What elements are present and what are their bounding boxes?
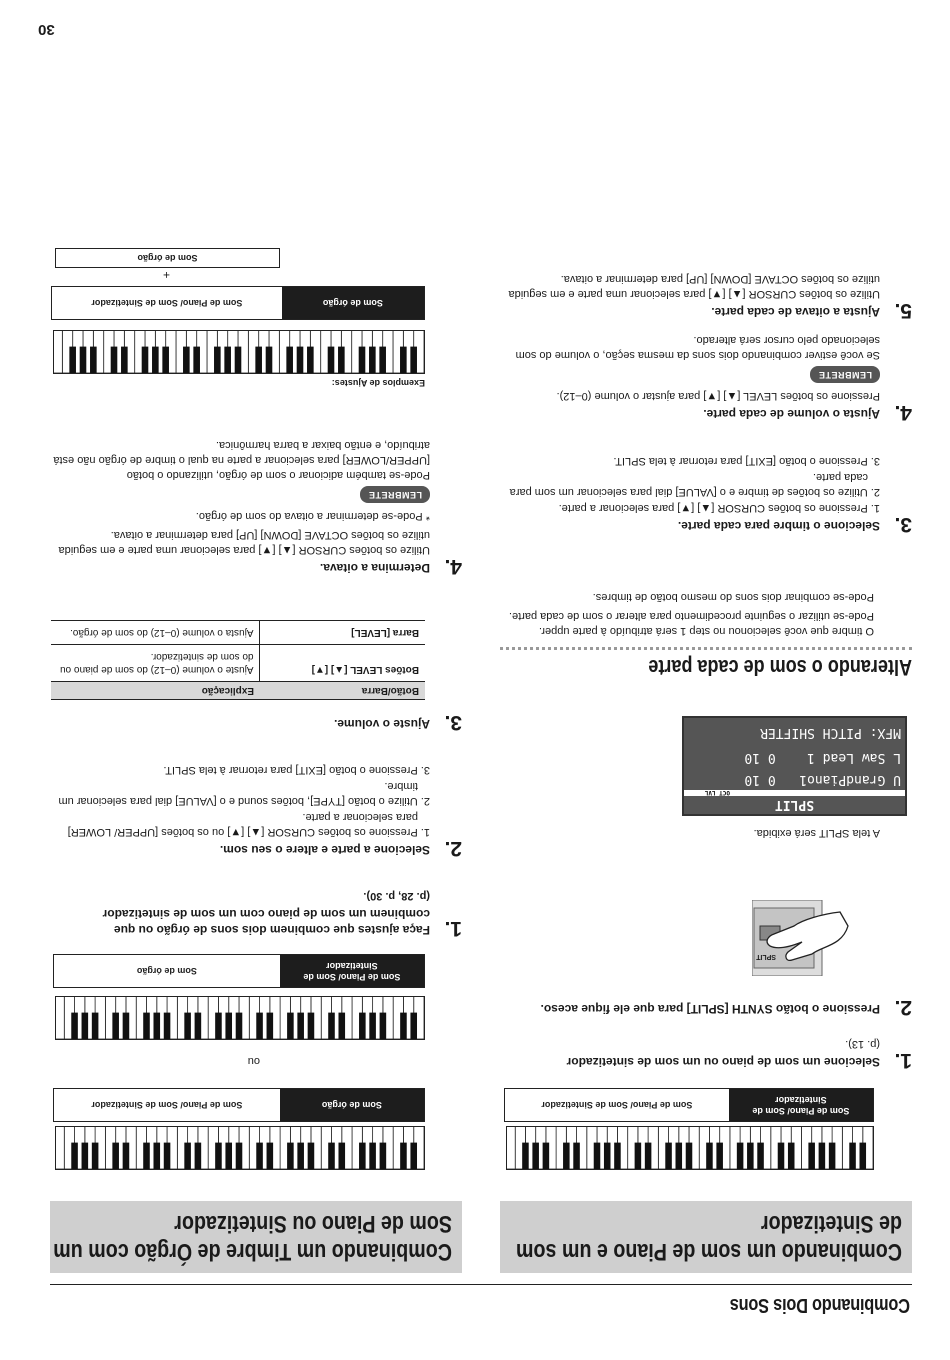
step-1 — [52, 888, 462, 938]
black-key — [287, 1143, 294, 1169]
black-key — [184, 1143, 191, 1169]
intro-paragraph: O timbre que você selecionou no step 1 será atribuído à parte upper. — [538, 625, 874, 637]
black-key — [236, 1013, 243, 1039]
step-item: 3. Pressione o botão [EXIT] para retornar à tela SPLIT. — [613, 455, 880, 467]
step-number: 1. — [894, 1049, 912, 1072]
black-key — [328, 1013, 335, 1039]
black-key — [522, 1143, 529, 1169]
black-key — [686, 1143, 693, 1169]
black-key — [819, 1143, 826, 1169]
or-label: ou — [247, 1055, 260, 1067]
black-key — [757, 1143, 764, 1169]
black-key — [256, 1143, 263, 1169]
table-cell: Ajuste o volume (0–12) do som de piano ou do som de sintetizador. — [51, 645, 260, 682]
step-title: Faça ajustes que combinem dois sons de órgão ou que combinem um som de piano com um som de sintetizador — [102, 907, 430, 937]
black-key — [614, 1143, 621, 1169]
label-piano-synth: Som de Piano/ Som de Sintetizador — [280, 955, 424, 987]
step-number: 4. — [444, 555, 462, 578]
table-cell: Ajusta o volume (0–12) do som de órgão. — [51, 621, 260, 645]
step-3 — [502, 452, 912, 534]
page-number: 30 — [38, 21, 55, 38]
lcd-split-screen — [682, 716, 907, 816]
black-key — [563, 1143, 570, 1169]
plus-sign: + — [162, 268, 170, 282]
black-key — [380, 1013, 387, 1039]
memo-badge: LEMBRETE — [361, 486, 431, 503]
table-cell: Barra [LEVEL] — [260, 621, 425, 645]
step-item: Pressione os botões LEVEL [▲] [▼] para ajustar o volume (0–12). — [556, 390, 880, 402]
step-number: 4. — [894, 401, 912, 424]
black-key — [369, 1143, 376, 1169]
black-key — [308, 1143, 315, 1169]
black-key — [860, 1143, 867, 1169]
black-key — [849, 1143, 856, 1169]
black-key — [143, 1013, 150, 1039]
keyboard-keys — [506, 1126, 873, 1169]
black-key — [328, 347, 335, 373]
black-key — [82, 1143, 89, 1169]
black-key — [71, 1143, 78, 1169]
black-key — [400, 1013, 407, 1039]
black-key — [676, 1143, 683, 1169]
intro-paragraph: Pode-se utilizar o seguinte procedimento para alterar o som de cada parte. — [508, 610, 874, 622]
step-number: 2. — [444, 837, 462, 860]
step-body: (p. 13). — [845, 1038, 880, 1050]
lcd-title: SPLIT — [774, 797, 815, 812]
black-key — [594, 1143, 601, 1169]
label-organ: Som de órgão — [280, 1089, 424, 1121]
black-key — [90, 347, 97, 373]
controls-table — [51, 620, 425, 700]
black-key — [225, 1013, 232, 1039]
step-1 — [512, 1036, 912, 1070]
table-cell: Botões LEVEL [▲] [▼] — [260, 645, 425, 682]
table-header-row — [51, 682, 425, 700]
black-key — [808, 1143, 815, 1169]
black-key — [665, 1143, 672, 1169]
header-rule — [50, 1284, 912, 1285]
black-key — [788, 1143, 795, 1169]
label-organ: Som de órgão — [282, 287, 424, 319]
step-2 — [52, 761, 462, 858]
table-header: Botão/Barra — [260, 682, 425, 700]
step-item: Utilize os botões CURSOR [▲] [▼] para selecionar uma parte e em seguida utilize os botões OCTAVE [DOWN] [UP] para determinar a oitava. — [58, 529, 430, 556]
step-number: 3. — [444, 711, 462, 734]
black-key — [153, 1013, 160, 1039]
white-key — [506, 1126, 515, 1169]
split-button-label: SPLIT — [756, 953, 776, 960]
black-key — [92, 1013, 99, 1039]
step-title: Selecione o timbre para cada parte. — [677, 519, 880, 533]
split-button-illustration — [752, 900, 912, 976]
banner-title: Combinando um Timbre de Órgão com um Som de Piano ou Sintetizador — [53, 1210, 452, 1265]
memo-badge: LEMBRETE — [811, 366, 881, 383]
step-body — [52, 762, 430, 839]
step-title: Ajusta o volume de cada parte. — [703, 407, 880, 421]
organ-labels-alt — [53, 954, 425, 988]
black-key — [286, 347, 293, 373]
memo-text: Se você estiver combinando dois sons da mesma seção, o volume do som selecionado pelo cursor será alterado. — [515, 334, 880, 361]
black-key — [297, 1013, 304, 1039]
label-organ: Som de órgão — [54, 955, 280, 987]
black-key — [400, 1143, 407, 1169]
black-key — [338, 347, 345, 373]
page-header-title: Combinando Dois Sons — [729, 1294, 910, 1316]
black-key — [236, 1143, 243, 1169]
black-key — [778, 1143, 785, 1169]
black-key — [112, 1143, 119, 1169]
black-key — [215, 1013, 222, 1039]
black-key — [297, 1143, 304, 1169]
lcd-line-lower: L Saw Lead 1 0 10 — [744, 750, 901, 765]
step-title: Selecione a parte e altere o seu som. — [219, 843, 430, 857]
split-labels — [504, 1088, 874, 1122]
label-piano-synth: Som de Piano/ Som de Sintetizador — [54, 1089, 280, 1121]
black-key — [359, 347, 366, 373]
white-key — [55, 1126, 64, 1169]
black-key — [80, 347, 87, 373]
black-key — [532, 1143, 539, 1169]
black-key — [379, 347, 386, 373]
black-key — [153, 1143, 160, 1169]
step-body: (p. 28, p. 30). — [363, 890, 430, 902]
step-item: 1. Pressione os botões CURSOR [▲] [▼] ou os botões [UPPER/ LOWER] para selecionar a parte. — [67, 811, 430, 838]
black-key — [183, 347, 190, 373]
black-key — [297, 347, 304, 373]
step-body — [502, 271, 880, 301]
organ-labels — [53, 1088, 425, 1122]
black-key — [369, 347, 376, 373]
black-key — [829, 1143, 836, 1169]
black-key — [410, 1013, 417, 1039]
black-key — [410, 347, 417, 373]
black-key — [256, 1013, 263, 1039]
table-row — [51, 645, 425, 682]
step-number: 1. — [444, 917, 462, 940]
keyboard-diagram — [53, 330, 425, 374]
black-key — [716, 1143, 723, 1169]
black-key — [380, 1143, 387, 1169]
black-key — [162, 347, 169, 373]
black-key — [747, 1143, 754, 1169]
black-key — [267, 1013, 274, 1039]
black-key — [224, 347, 231, 373]
banner-title: Combinando um som de Piano e um som de Sintetizador — [516, 1210, 902, 1265]
black-key — [255, 347, 262, 373]
step-item: 3. Pressione o botão [EXIT] para retornar à tela SPLIT. — [163, 764, 430, 776]
step-item: 2. Utilize o botão [TYPE], botões sound e o [VALUE] dial para selecionar um timbre. — [58, 780, 430, 807]
step-4 — [502, 331, 912, 422]
black-key — [635, 1143, 642, 1169]
split-caption: A tela SPLIT será exibida. — [753, 827, 880, 839]
label-piano-synth-lower: Som de Piano/ Som de Sintetizador — [505, 1089, 729, 1121]
step-body — [502, 453, 880, 515]
black-key — [92, 1143, 99, 1169]
black-key — [235, 347, 242, 373]
label-piano-synth-upper: Som de Piano/ Som de Sintetizador — [729, 1089, 873, 1121]
keyboard-keys — [55, 1126, 424, 1169]
black-key — [111, 347, 118, 373]
white-key — [55, 996, 64, 1039]
black-key — [359, 1013, 366, 1039]
black-key — [123, 1143, 130, 1169]
black-key — [193, 347, 200, 373]
step-5 — [502, 270, 912, 320]
black-key — [266, 347, 273, 373]
step-2 — [492, 996, 912, 1019]
black-key — [287, 1013, 294, 1039]
examples-caption: Exemplos de Ajustes: — [331, 378, 425, 388]
keyboard-diagram — [55, 1126, 425, 1170]
black-key — [123, 1013, 130, 1039]
section-dotted-rule — [500, 647, 912, 650]
black-key — [164, 1143, 171, 1169]
black-key — [69, 347, 76, 373]
white-key — [53, 330, 62, 373]
step-item: 1. Pressione os botões CURSOR [▲] [▼] para selecionar a parte. — [558, 502, 880, 514]
black-key — [543, 1143, 550, 1169]
keyboard-keys — [55, 996, 424, 1039]
black-key — [82, 1013, 89, 1039]
black-key — [164, 1013, 171, 1039]
intro-paragraph: Pode-se combinar dois sons do mesmo botão de timbres. — [592, 591, 874, 603]
black-key — [338, 1013, 345, 1039]
black-key — [737, 1143, 744, 1169]
black-key — [308, 1013, 315, 1039]
step-body — [502, 332, 880, 403]
memo-text: Pode-se também adicionar o som de órgão, utilizando o botão [UPPER/LOWER] para selecionar a parte na qual o timbre de órgão não está atribuído, e então baixar a barra harmônica. — [53, 439, 430, 481]
black-key — [214, 347, 221, 373]
black-key — [267, 1143, 274, 1169]
step-4 — [52, 436, 462, 576]
step-item: 2. Utilize os botões de timbre e o [VALUE] dial para selecionar um som para cada parte. — [509, 471, 880, 498]
step-title: Determina a oitava. — [319, 561, 430, 575]
table-row — [51, 621, 425, 645]
section-heading-change-part: Alterando o som de cada parte — [648, 655, 912, 680]
keyboard-diagram — [55, 996, 425, 1040]
step-3 — [52, 711, 462, 734]
black-key — [410, 1143, 417, 1169]
step-note: * Pode-se determinar a oitava do som de órgão. — [195, 510, 430, 522]
black-key — [369, 1013, 376, 1039]
section-intro — [499, 589, 874, 638]
black-key — [645, 1143, 652, 1169]
lcd-column-headers: OCT LVL — [704, 789, 730, 796]
hand-pressing-button-icon — [752, 900, 912, 976]
black-key — [706, 1143, 713, 1169]
lcd-line-upper: U GrandPiano1 0 10 — [744, 772, 901, 787]
section-banner-piano-synth — [500, 1201, 912, 1273]
black-key — [195, 1143, 202, 1169]
lcd-line-mfx: MFX: PITCH SHIFTER — [760, 725, 901, 740]
black-key — [195, 1013, 202, 1039]
black-key — [359, 1143, 366, 1169]
step-body — [52, 437, 430, 557]
black-key — [184, 1013, 191, 1039]
black-key — [338, 1143, 345, 1169]
step-number: 3. — [894, 513, 912, 536]
black-key — [400, 347, 407, 373]
black-key — [112, 1013, 119, 1039]
black-key — [142, 347, 149, 373]
step-number: 2. — [894, 996, 912, 1019]
step-title: Selecione um som de piano ou um som de sintetizador — [566, 1055, 880, 1069]
step-title: Ajusta a oitava de cada parte. — [711, 305, 880, 319]
black-key — [604, 1143, 611, 1169]
step-title: Pressione o botão SYNTH [SPLIT] para que ele fique aceso. — [540, 1002, 880, 1016]
black-key — [215, 1143, 222, 1169]
black-key — [71, 1013, 78, 1039]
black-key — [121, 347, 128, 373]
black-key — [307, 347, 314, 373]
keyboard-keys — [53, 330, 424, 373]
step-title: Ajuste o volume. — [333, 717, 430, 731]
keyboard-diagram — [506, 1126, 874, 1170]
label-piano-synth: Som de Piano/ Som de Sintetizador — [52, 287, 282, 319]
step-item: Utilize os botões CURSOR [▲] [▼] para selecionar uma parte e em seguida utilize os botões OCTAVE [DOWN] [UP] para determinar a oitava. — [508, 273, 880, 300]
black-key — [573, 1143, 580, 1169]
black-key — [225, 1143, 232, 1169]
example-labels — [51, 286, 425, 320]
black-key — [328, 1143, 335, 1169]
step-number: 5. — [894, 299, 912, 322]
table-header: Explicação — [51, 682, 260, 700]
black-key — [143, 1143, 150, 1169]
black-key — [152, 347, 159, 373]
section-banner-organ — [50, 1201, 462, 1273]
label-organ-layer: Som de órgão — [55, 248, 280, 268]
